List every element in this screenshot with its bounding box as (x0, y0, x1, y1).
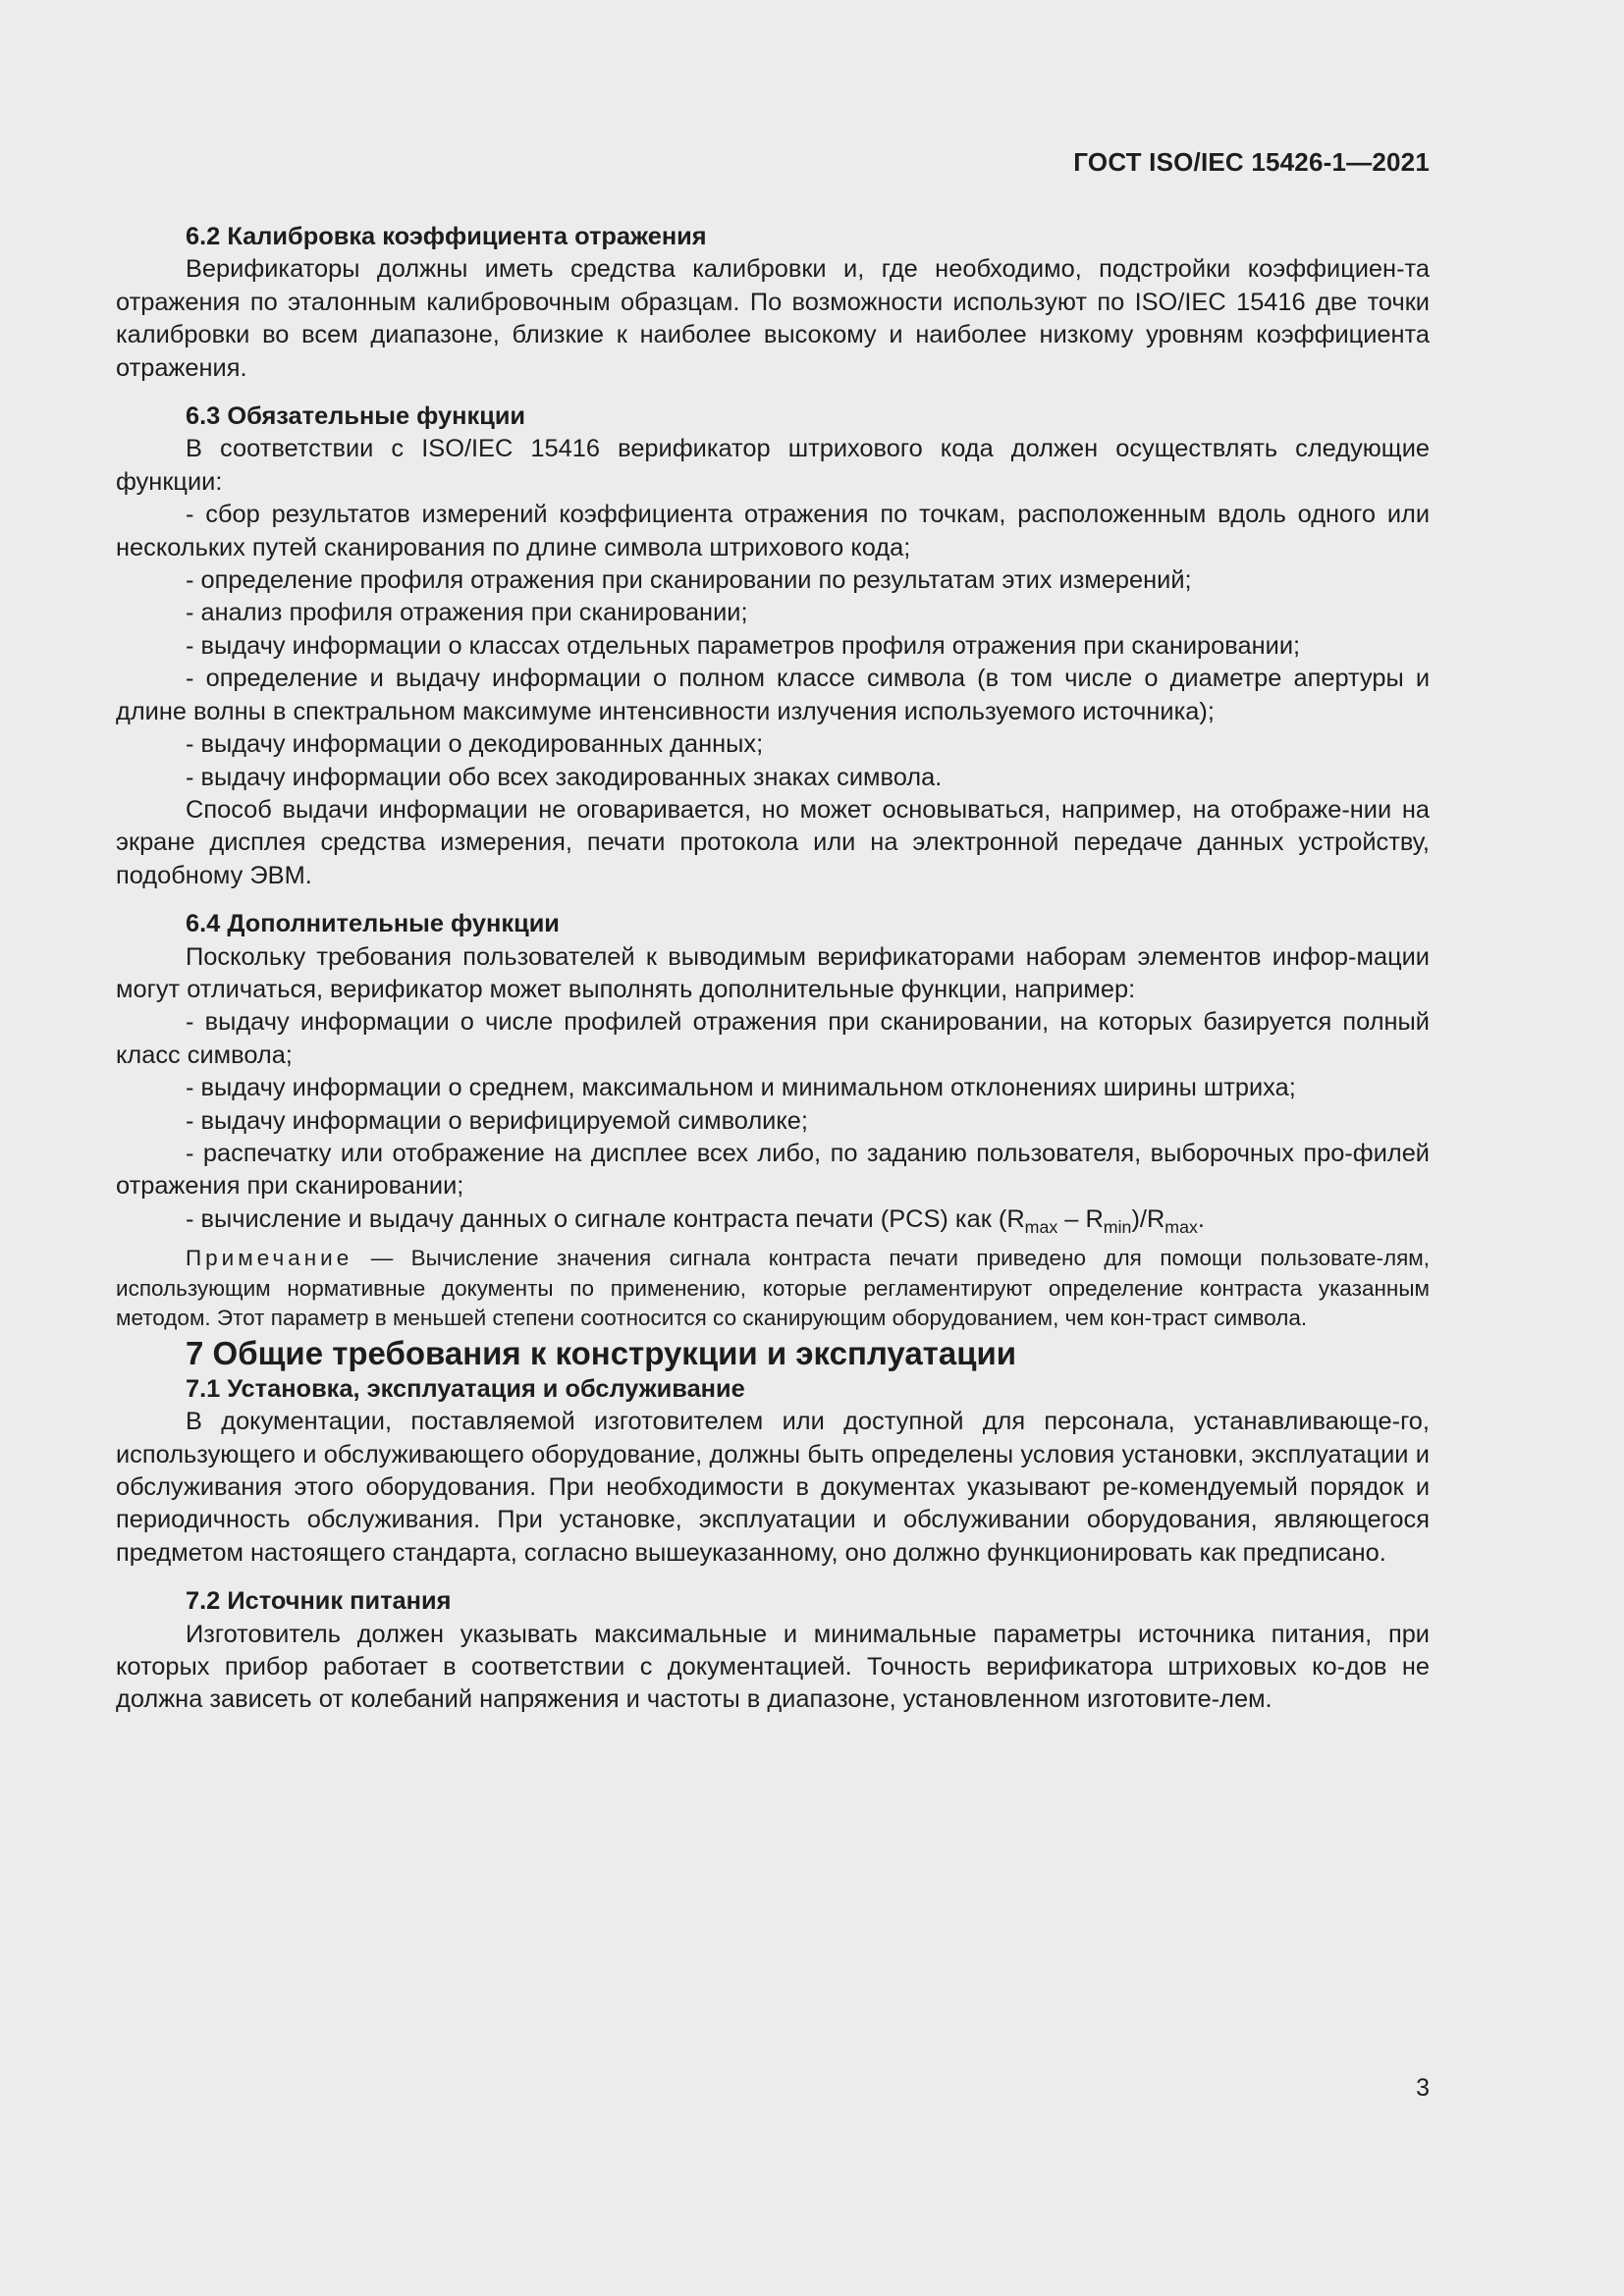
note (116, 1244, 1430, 1334)
section-heading-7: 7 Общие требования к конструкции и эксплуатации (186, 1334, 1017, 1371)
formula-sub-max: max (1164, 1216, 1198, 1237)
formula-mid: )/R (1131, 1204, 1165, 1233)
formula-suffix: . (1197, 1204, 1205, 1233)
list-item: - распечатку или отображение на дисплее всех либо, по заданию пользователя, выборочных про-филей отражения при сканировании; (116, 1139, 1430, 1201)
paragraph-6-3-intro: В соответствии с ISO/IEC 15416 верификатор штрихового кода должен осуществлять следующие функции: (116, 435, 1430, 496)
formula-prefix: - вычисление и выдачу данных о сигнале контраста печати (PCS) как (R (186, 1204, 1025, 1233)
heading-7-1: 7.1 Установка, эксплуатация и обслуживание (186, 1374, 745, 1403)
paragraph-6-3-outro: Способ выдачи информации не оговаривается, но может основываться, например, на отображе-нии на экране дисплея средства измерения, печати протокола или на электронной передаче данных устройству, подобному ЭВМ. (116, 795, 1430, 889)
list-item: - выдачу информации о среднем, максимальном и минимальном отклонениях ширины штриха; (186, 1074, 1296, 1102)
heading-6-4: 6.4 Дополнительные функции (186, 910, 560, 938)
heading-6-3: 6.3 Обязательные функции (186, 402, 526, 431)
note-text: — Вычисление значения сигнала контраста печати приведено для помощи пользовате-лям, использующим нормативные документы по применению, которые регламентируют определение контраста указанным методом. Этот параметр в меньшей степени соотносится со сканирующим оборудованием, чем кон-траст символа. (116, 1246, 1430, 1331)
list-item: - выдачу информации о числе профилей отражения при сканировании, на которых базируется полный класс символа; (116, 1008, 1430, 1069)
list-item: - выдачу информации о декодированных данных; (186, 730, 764, 759)
formula-mid: – R (1057, 1204, 1104, 1233)
paragraph-6-4-intro: Поскольку требования пользователей к выводимым верификаторами наборам элементов инфор-мации могут отличаться, верификатор может выполнять дополнительные функции, например: (116, 942, 1430, 1003)
heading-7-2: 7.2 Источник питания (186, 1587, 452, 1616)
page-number: 3 (1416, 2074, 1430, 2102)
document-header: ГОСТ ISO/IEC 15426-1—2021 (1073, 147, 1430, 177)
formula-list-item (116, 1203, 1430, 1236)
paragraph-7-2: Изготовитель должен указывать максимальные и минимальные параметры источника питания, при которых прибор работает в соответствии с документацией. Точность верификатора штриховых ко-дов не должна зависеть от колебаний напряжения и частоты в диапазоне, установленном изготовите-лем. (116, 1620, 1430, 1714)
formula-sub-max: max (1024, 1216, 1058, 1237)
heading-6-2: 6.2 Калибровка коэффициента отражения (186, 223, 707, 250)
list-item: - определение профиля отражения при сканировании по результатам этих измерений; (186, 566, 1192, 595)
list-item: - выдачу информации обо всех закодированных знаках символа. (186, 763, 943, 791)
note-label: Примечание (186, 1246, 353, 1271)
list-item: - выдачу информации о верифицируемой символике; (186, 1106, 808, 1135)
document-body (116, 221, 1430, 1717)
list-item: - выдачу информации о классах отдельных параметров профиля отражения при сканировании; (186, 631, 1301, 660)
formula-sub-min: min (1103, 1216, 1132, 1237)
list-item: - сбор результатов измерений коэффициента отражения по точкам, расположенным вдоль одного или нескольких путей сканирования по длине символа штрихового кода; (116, 501, 1430, 561)
paragraph-7-1: В документации, поставляемой изготовителем или доступной для персонала, устанавливающе-го, использующего и обслуживающего оборудование, должны быть определены условия установки, эксплуатации и обслуживания этого оборудования. При необходимости в документах указывают ре-комендуемый порядок и периодичность обслуживания. При установке, эксплуатации и обслуживании оборудования, являющегося предметом настоящего стандарта, согласно вышеуказанному, оно должно функционировать как предписано. (116, 1408, 1430, 1567)
list-item: - определение и выдачу информации о полном классе символа (в том числе о диаметре апертуры и длине волны в спектральном максимуме интенсивности излучения используемого источника); (116, 665, 1430, 725)
list-item: - анализ профиля отражения при сканировании; (186, 599, 748, 627)
paragraph-6-2: Верификаторы должны иметь средства калибровки и, где необходимо, подстройки коэффициен-та отражения по эталонным калибровочным образцам. По возможности используют по ISO/IEC 15416 две точки калибровки во всем диапазоне, близкие к наиболее высокому и наиболее низкому уровням коэффициента отражения. (116, 255, 1430, 382)
